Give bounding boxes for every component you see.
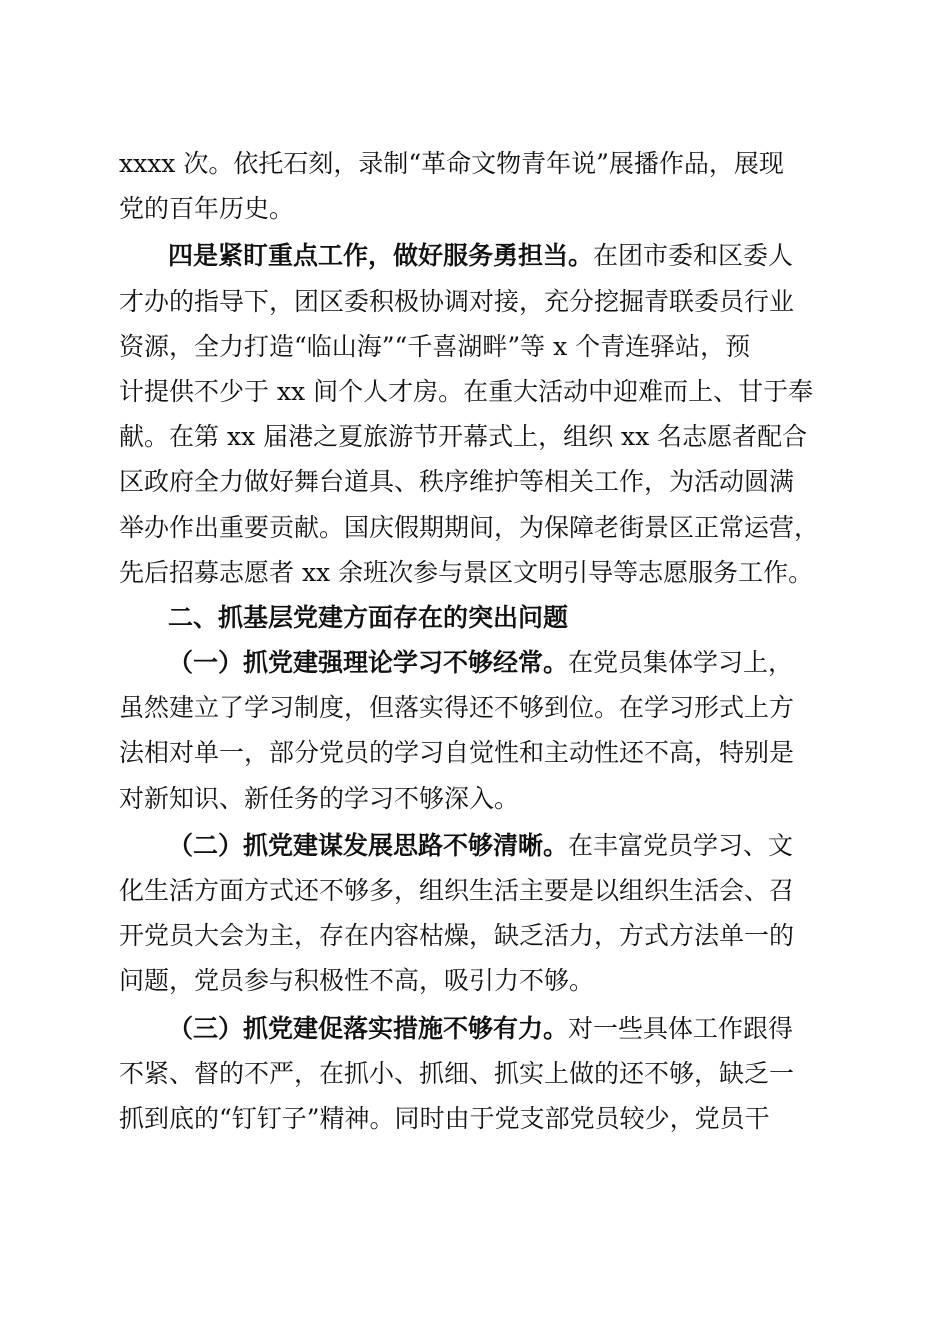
- text-line: [119, 823, 829, 868]
- paragraph-continuation: [119, 141, 829, 231]
- text-line: 才办的指导下，团区委积极协调对接，充分挖掘青联委员行业: [119, 286, 795, 316]
- text-line: 虽然建立了学习制度，但落实得还不够到位。在学习形式上方: [119, 693, 795, 723]
- text-line: 法相对单一，部分党员的学习自觉性和主动性还不高，特别是: [119, 738, 795, 768]
- document-body: [119, 141, 829, 1141]
- text-line: 献。在第 xx 届港之夏旅游节开幕式上，组织 xx 名志愿者配合: [119, 422, 808, 452]
- text-line: 党的百年历史。: [119, 194, 295, 224]
- text-run: 对一些具体工作跟得: [568, 1013, 794, 1043]
- section-heading: [119, 595, 829, 640]
- text-line: [119, 233, 829, 278]
- paragraph-problem-one: [119, 640, 829, 821]
- text-line: 先后招募志愿者 xx 余班次参与景区文明引导等志愿服务工作。: [119, 557, 814, 587]
- paragraph-point-four: [119, 233, 829, 595]
- text-line: [119, 1006, 829, 1051]
- text-run: 在党员集体学习上，: [568, 648, 794, 678]
- paragraph-problem-two: [119, 823, 829, 1004]
- text-line: 资源，全力打造“临山海”“千喜湖畔”等 x 个青连驿站，预: [119, 331, 751, 361]
- text-line: 化生活方面方式还不够多，组织生活主要是以组织生活会、召: [119, 876, 795, 905]
- text-line: 对新知识、新任务的学习不够深入。: [119, 783, 520, 813]
- paragraph-lead: 四是紧盯重点工作，做好服务勇担当。: [168, 241, 594, 271]
- text-line: [119, 640, 829, 685]
- text-line: 抓到底的“钉钉子”精神。同时由于党支部党员较少，党员干: [119, 1103, 770, 1133]
- paragraph-problem-three: [119, 1006, 829, 1142]
- paragraph-lead: （一）抓党建强理论学习不够经常。: [168, 648, 569, 678]
- text-line: 问题，党员参与积极性不高，吸引力不够。: [119, 966, 595, 996]
- text-line: 举办作出重要贡献。国庆假期期间，为保障老街景区正常运营，: [119, 512, 820, 542]
- text-run: 在丰富党员学习、文: [568, 830, 794, 860]
- paragraph-lead: （二）抓党建谋发展思路不够清晰。: [168, 830, 569, 860]
- text-run: 在团市委和区委人: [593, 241, 794, 271]
- text-line: 开党员大会为主，存在内容枯燥，缺乏活力，方式方法单一的: [119, 921, 795, 951]
- paragraph-lead: （三）抓党建促落实措施不够有力。: [168, 1013, 569, 1043]
- section-heading-text: 二、抓基层党建方面存在的突出问题: [168, 602, 569, 632]
- text-line: xxxx 次。依托石刻，录制“革命文物青年说”展播作品，展现: [119, 149, 784, 178]
- text-line: 不紧、督的不严，在抓小、抓细、抓实上做的还不够，缺乏一: [119, 1058, 795, 1088]
- text-line: 区政府全力做好舞台道具、秩序维护等相关工作，为活动圆满: [119, 467, 795, 497]
- text-line: 计提供不少于 xx 间个人才房。在重大活动中迎难而上、甘于奉: [119, 376, 814, 406]
